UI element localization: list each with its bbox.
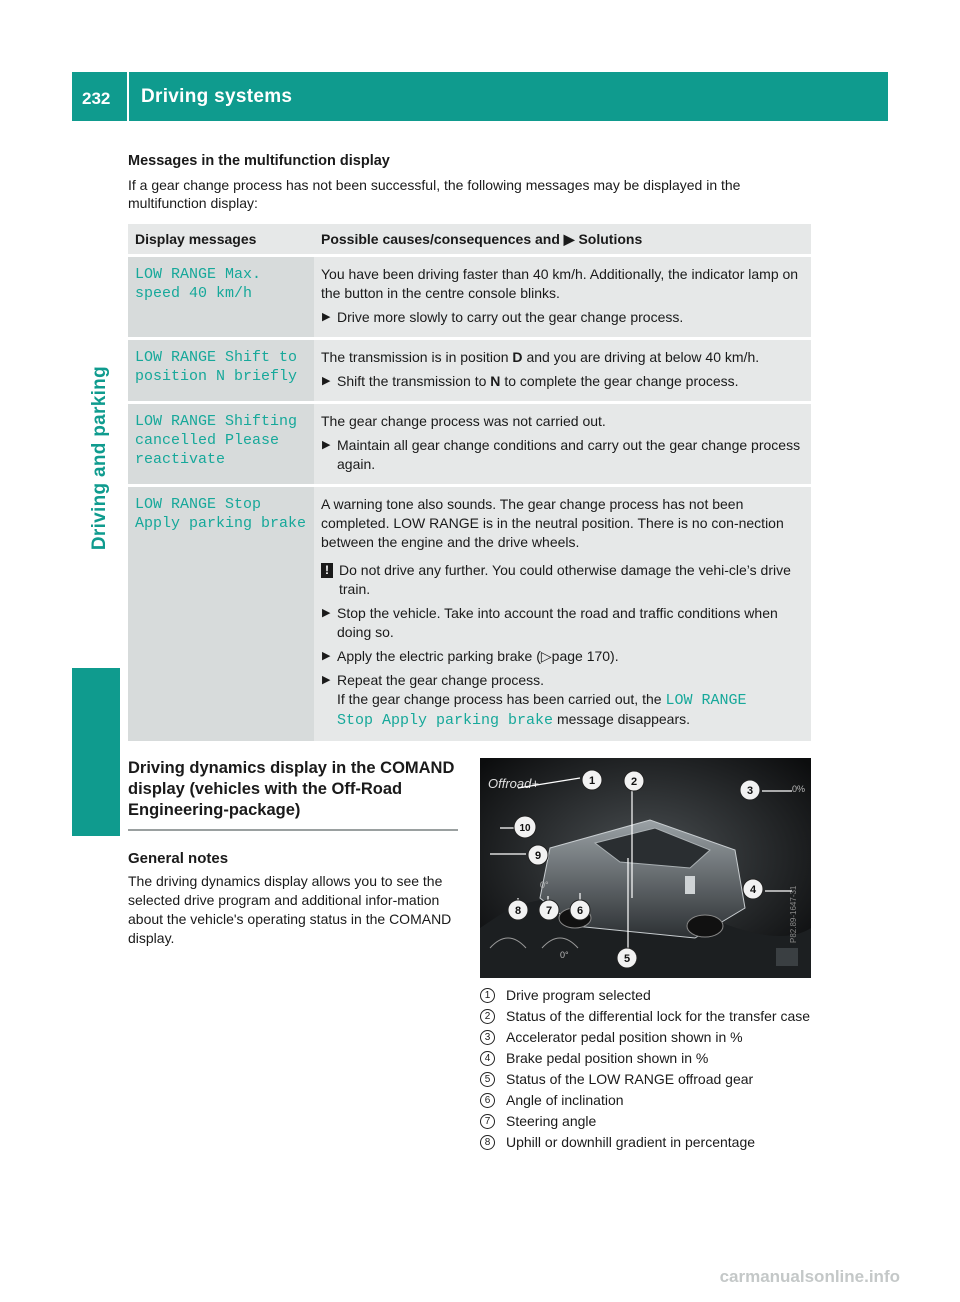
solution-text: Drive more slowly to carry out the gear change process. [337, 309, 684, 325]
messages-table [128, 221, 811, 744]
col-display-messages: Display messages [128, 224, 314, 254]
list-item [480, 1133, 814, 1152]
callout-6 [570, 900, 590, 920]
legend-text: Drive program selected [506, 987, 651, 1003]
message-code-line: LOW RANGE Stop [135, 496, 262, 513]
svg-text:6: 6 [576, 905, 584, 917]
legend-text: Brake pedal position shown in % [506, 1050, 709, 1066]
arrow-icon: ▶ [322, 439, 331, 451]
callout-9 [528, 845, 548, 865]
col-causes-label: Possible causes/consequences and [321, 231, 560, 247]
page-ref-link[interactable]: page 170). [551, 648, 619, 664]
message-code-line: speed 40 km/h [135, 285, 253, 302]
list-item [480, 1049, 814, 1068]
legend-text: Accelerator pedal position shown in % [506, 1029, 743, 1045]
solution-text: Maintain all gear change conditions and carry out the gear change process again. [337, 437, 801, 472]
legend-number: 5 [480, 1072, 495, 1087]
message-code-line: LOW RANGE Shift to [135, 349, 298, 366]
arrow-icon: ▶ [322, 607, 331, 619]
callout-1 [582, 770, 602, 790]
page-number: 232 [82, 89, 111, 108]
angle-readout: 0° [540, 880, 549, 890]
general-notes-text: The driving dynamics display allows you to see the selected drive program and additional infor-mation about the vehicle's operating status in the COMAND display. [128, 873, 452, 946]
message-code-line: LOW RANGE Shifting [135, 413, 298, 430]
callout-8 [508, 900, 528, 920]
legend-text: Uphill or downhill gradient in percentage [506, 1134, 756, 1150]
steering-readout: 0° [560, 950, 569, 960]
general-notes-title: General notes [128, 850, 229, 867]
table-row [128, 257, 811, 337]
svg-text:9: 9 [534, 850, 542, 862]
solution-step [321, 372, 804, 391]
gear-n: N [490, 373, 501, 389]
list-item [480, 1112, 814, 1131]
dynamics-title: Driving dynamics display in the COMAND display (vehicles with the Off-Road Engineering-package) [128, 759, 455, 819]
message-code [128, 487, 314, 741]
legend-text: Status of the differential lock for the transfer case [506, 1008, 811, 1024]
lock-indicator [685, 876, 695, 894]
solution-text: Shift the transmission to [337, 373, 487, 389]
wheel [687, 915, 723, 937]
note-text: If the gear change process has been carried out, the [337, 691, 662, 707]
back-icon [776, 948, 798, 966]
arrow-icon: ▶ [322, 311, 331, 323]
callout-5 [617, 948, 637, 968]
message-code-line: reactivate [135, 451, 226, 468]
message-description [314, 404, 811, 484]
cause-text: The gear change process was not carried out. [321, 413, 606, 429]
solution-text: Apply the electric parking brake ( [337, 648, 541, 664]
message-description [314, 257, 811, 337]
solution-step [321, 436, 804, 474]
cause-text-part: The transmission is in position [321, 349, 509, 365]
svg-text:1: 1 [588, 775, 596, 787]
arrow-icon: ▶ [563, 231, 575, 247]
table-header-row [128, 224, 811, 254]
message-code-line: Apply parking brake [135, 515, 307, 532]
svg-text:3: 3 [746, 785, 754, 797]
legend-number: 6 [480, 1093, 495, 1108]
legend-number: 1 [480, 988, 495, 1003]
message-description [314, 340, 811, 401]
screen-illustration [480, 758, 811, 978]
table-row [128, 487, 811, 741]
col-causes-solutions [314, 224, 811, 254]
warning-note [321, 561, 804, 599]
message-code-inline: LOW RANGE [665, 692, 747, 709]
message-code [128, 404, 314, 484]
image-code: P82.89-1647-31 [789, 885, 798, 943]
message-description [314, 487, 811, 741]
list-item [480, 1007, 814, 1026]
legend-number: 7 [480, 1114, 495, 1129]
gear-d: D [512, 349, 523, 365]
legend-number: 4 [480, 1051, 495, 1066]
svg-text:4: 4 [749, 884, 757, 896]
legend-number: 2 [480, 1009, 495, 1024]
callout-2 [624, 771, 644, 791]
solution-text: to complete the gear change process. [504, 373, 739, 389]
callout-10 [514, 816, 536, 838]
messages-section [128, 152, 812, 212]
section-title: Driving systems [141, 86, 293, 107]
image-legend [480, 986, 814, 1154]
dynamics-section [128, 758, 458, 948]
list-item [480, 986, 814, 1005]
callout-3 [740, 780, 760, 800]
warning-icon: ! [321, 563, 333, 578]
table-row [128, 404, 811, 484]
solution-text: Repeat the gear change process. [337, 672, 545, 688]
message-code [128, 257, 314, 337]
list-item [480, 1028, 814, 1047]
side-tab-label: Driving and parking [89, 366, 110, 551]
svg-text:7: 7 [545, 905, 553, 917]
legend-text: Steering angle [506, 1113, 597, 1129]
side-tab [86, 366, 116, 626]
legend-number: 8 [480, 1135, 495, 1150]
side-tab-marker [72, 668, 120, 836]
drive-program-label: Offroad+ [488, 776, 539, 791]
messages-intro: If a gear change process has not been successful, the following messages may be displayed in the multifunction display: [128, 177, 741, 211]
header-separator [127, 72, 129, 121]
solution-step [321, 671, 804, 730]
warning-text: Do not drive any further. You could otherwise damage the vehi-cle’s drive train. [339, 562, 791, 597]
driving-dynamics-screen-image [480, 758, 811, 978]
arrow-icon: ▶ [322, 674, 331, 686]
list-item [480, 1091, 814, 1110]
arrow-icon: ▶ [322, 375, 331, 387]
legend-text: Angle of inclination [506, 1092, 624, 1108]
note-text: message disappears. [556, 711, 691, 727]
cause-text: You have been driving faster than 40 km/h. Additionally, the indicator lamp on the button in the centre console blinks. [321, 266, 799, 301]
page-ref-icon: ▷ [540, 648, 552, 664]
message-code-inline: Stop Apply parking brake [337, 712, 554, 729]
message-code [128, 340, 314, 401]
message-code-line: cancelled Please [135, 432, 280, 449]
svg-text:5: 5 [623, 953, 631, 965]
accelerator-readout: 0% [792, 784, 806, 794]
solution-step [321, 308, 804, 327]
col-solutions-label: Solutions [578, 231, 643, 247]
divider [128, 829, 458, 831]
solution-step [321, 647, 804, 666]
cause-text: A warning tone also sounds. The gear change process has not been completed. LOW RANGE is in the neutral position. There is no con-nection between the engine and the drive wheels. [321, 496, 784, 550]
list-item [480, 1070, 814, 1089]
callout-4 [743, 879, 763, 899]
svg-text:8: 8 [514, 905, 522, 917]
watermark: carmanualsonline.info [719, 1267, 900, 1286]
message-code-line: LOW RANGE Max. [135, 266, 262, 283]
svg-text:2: 2 [630, 776, 638, 788]
messages-title: Messages in the multifunction display [128, 153, 390, 169]
cause-text [321, 348, 804, 367]
solution-step [321, 604, 804, 642]
cause-text-part: and you are driving at below 40 km/h. [526, 349, 760, 365]
table-row [128, 340, 811, 401]
solution-text: Stop the vehicle. Take into account the road and traffic conditions when doing so. [337, 605, 778, 640]
message-code-line: position N briefly [135, 368, 298, 385]
svg-text:10: 10 [519, 823, 531, 834]
arrow-icon: ▶ [322, 650, 331, 662]
callout-7 [539, 900, 559, 920]
legend-number: 3 [480, 1030, 495, 1045]
legend-text: Status of the LOW RANGE offroad gear [506, 1071, 754, 1087]
